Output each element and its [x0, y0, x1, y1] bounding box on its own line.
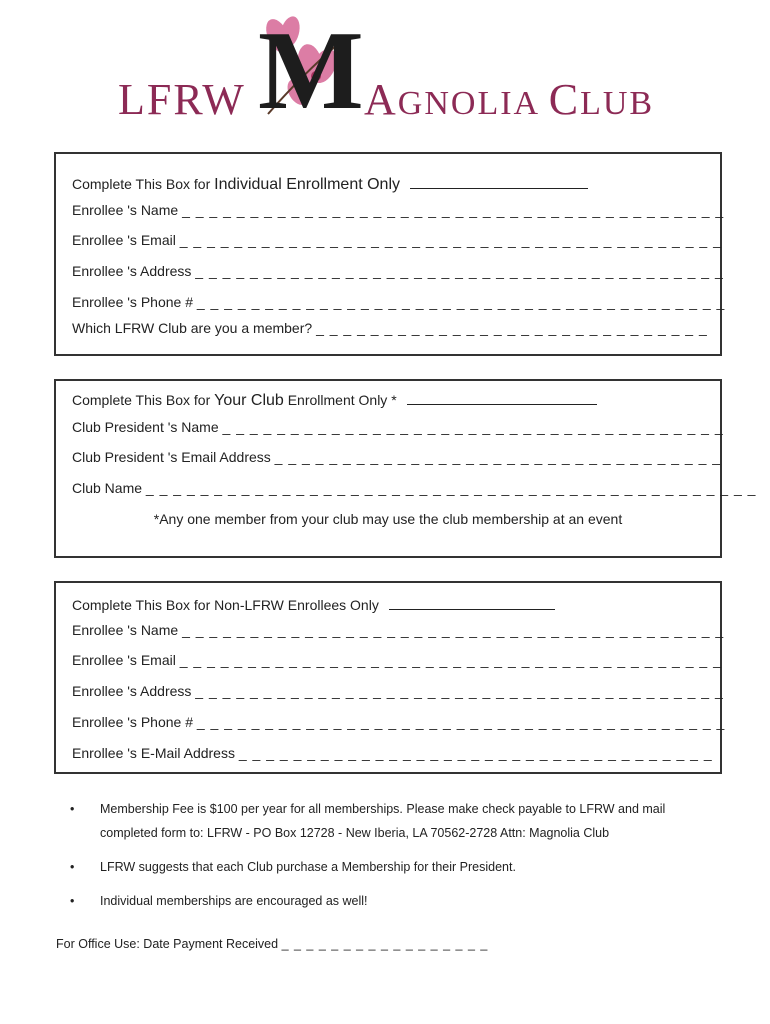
logo-magnolia-club-text: AGNOLIA CLUB — [364, 75, 655, 124]
club-enrollment-box — [54, 379, 757, 558]
club-logo — [118, 9, 678, 133]
bullet-icon: • — [70, 894, 75, 908]
bullet-icon: • — [70, 860, 75, 874]
box3-name-field[interactable]: Enrollee 's Name _ _ _ _ _ _ _ _ _ _ _ _ _ _ _ _ _ _ _ _ _ _ _ _ _ _ _ _ _ _ _ _ _ _ _ _ _ _ _ _ — [72, 622, 725, 638]
box1-header-underline — [410, 174, 588, 189]
box1-club-field[interactable]: Which LFRW Club are you a member? _ _ _ _ _ _ _ _ _ _ _ _ _ _ _ _ _ _ _ _ _ _ _ _ _ _ _ _ _ — [72, 320, 708, 336]
box3-address-field[interactable]: Enrollee 's Address _ _ _ _ _ _ _ _ _ _ _ _ _ _ _ _ _ _ _ _ _ _ _ _ _ _ _ _ _ _ _ _ _ _ _ _ _ _ _ — [72, 683, 724, 699]
box2-note: *Any one member from your club may use the club membership at an event — [153, 511, 623, 527]
box1-name-field[interactable]: Enrollee 's Name _ _ _ _ _ _ _ _ _ _ _ _ _ _ _ _ _ _ _ _ _ _ _ _ _ _ _ _ _ _ _ _ _ _ _ _ _ _ _ _ — [72, 202, 725, 218]
list-item: • Individual memberships are encouraged as well! — [70, 889, 710, 913]
office-use-field[interactable]: For Office Use: Date Payment Received _ _ _ _ _ _ _ _ _ _ _ _ _ _ _ _ _ — [56, 937, 489, 951]
info-bullet-list — [70, 797, 710, 923]
list-item: • Membership Fee is $100 per year for all memberships. Please make check payable to LFRW and mail completed form to: LFRW - PO Box 12728 - New Iberia, LA 70562-2728 Attn: Magnolia Club — [70, 797, 710, 845]
non-lfrw-enrollment-box — [54, 581, 726, 774]
box2-president-name-field[interactable]: Club President 's Name _ _ _ _ _ _ _ _ _ _ _ _ _ _ _ _ _ _ _ _ _ _ _ _ _ _ _ _ _ _ _ _ _ _ _ _ _ — [72, 419, 724, 435]
box3-email-address-field[interactable]: Enrollee 's E-Mail Address _ _ _ _ _ _ _ _ _ _ _ _ _ _ _ _ _ _ _ _ _ _ _ _ _ _ _ _ _ _ _ _ _ _ _ — [72, 745, 713, 761]
box2-president-email-field[interactable]: Club President 's Email Address _ _ _ _ _ _ _ _ _ _ _ _ _ _ _ _ _ _ _ _ _ _ _ _ _ _ _ _ _ _ _ _ _ — [72, 449, 722, 465]
box1-address-field[interactable]: Enrollee 's Address _ _ _ _ _ _ _ _ _ _ _ _ _ _ _ _ _ _ _ _ _ _ _ _ _ _ _ _ _ _ _ _ _ _ _ _ _ _ _ — [72, 263, 724, 279]
box2-header-underline — [407, 390, 597, 405]
individual-enrollment-box — [54, 152, 726, 356]
box3-header: Complete This Box for Non-LFRW Enrollees Only — [72, 595, 555, 613]
box2-club-name-field[interactable]: Club Name _ _ _ _ _ _ _ _ _ _ _ _ _ _ _ _ _ _ _ _ _ _ _ _ _ _ _ _ _ _ _ _ _ _ _ _ _ _ _ _ _ _ _ _ _ — [72, 480, 757, 496]
bullet-icon: • — [70, 802, 75, 816]
box2-header: Complete This Box for Your Club Enrollment Only * — [72, 390, 597, 410]
logo-big-m: M — [258, 9, 364, 133]
box1-phone-field[interactable]: Enrollee 's Phone # _ _ _ _ _ _ _ _ _ _ _ _ _ _ _ _ _ _ _ _ _ _ _ _ _ _ _ _ _ _ _ _ _ _ _ _ _ _ _ — [72, 294, 726, 310]
box3-phone-field[interactable]: Enrollee 's Phone # _ _ _ _ _ _ _ _ _ _ _ _ _ _ _ _ _ _ _ _ _ _ _ _ _ _ _ _ _ _ _ _ _ _ _ _ _ _ _ — [72, 714, 726, 730]
box3-header-underline — [389, 595, 555, 610]
box1-header: Complete This Box for Individual Enrollment Only — [72, 174, 588, 194]
list-item: • LFRW suggests that each Club purchase a Membership for their President. — [70, 855, 710, 879]
box3-email-field[interactable]: Enrollee 's Email _ _ _ _ _ _ _ _ _ _ _ _ _ _ _ _ _ _ _ _ _ _ _ _ _ _ _ _ _ _ _ _ _ _ _ _ _ _ _ _ — [72, 652, 722, 668]
box1-email-field[interactable]: Enrollee 's Email _ _ _ _ _ _ _ _ _ _ _ _ _ _ _ _ _ _ _ _ _ _ _ _ _ _ _ _ _ _ _ _ _ _ _ _ _ _ _ _ — [72, 232, 722, 248]
logo-lfrw-text: LFRW — [118, 75, 246, 124]
